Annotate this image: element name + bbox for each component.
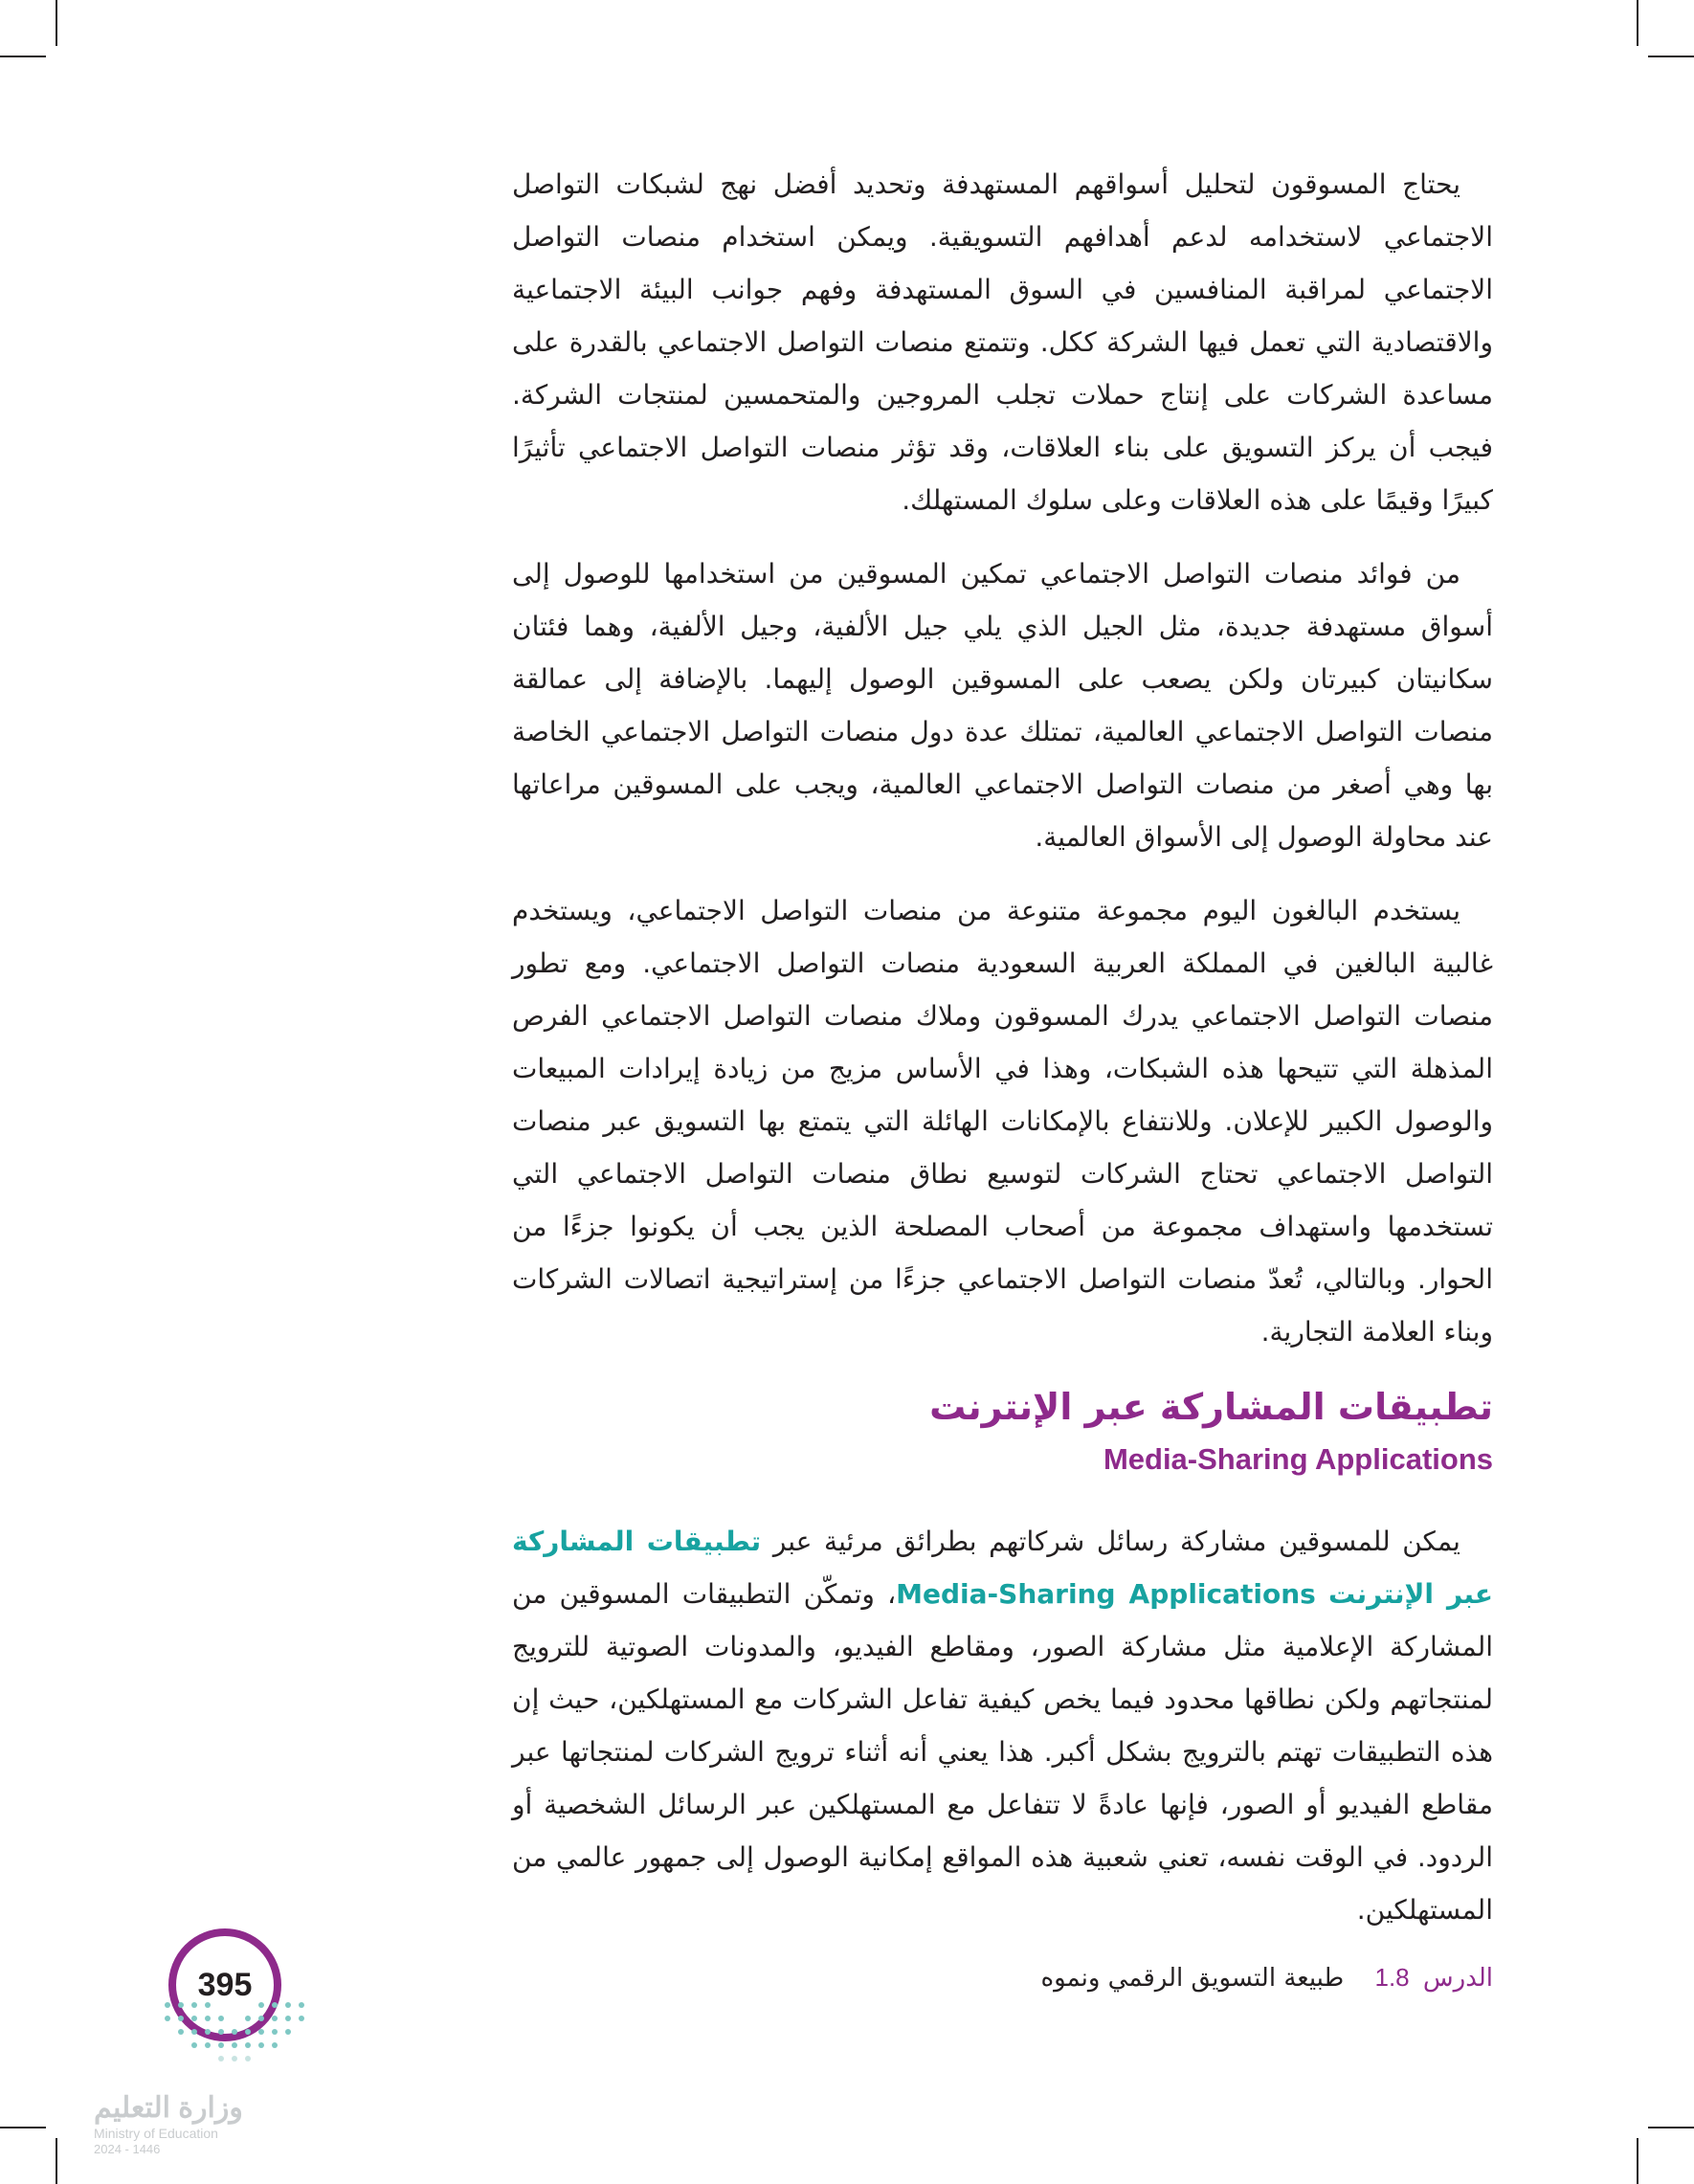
- crop-mark: [1648, 56, 1694, 57]
- paragraph: من فوائد منصات التواصل الاجتماعي تمكين المسوقين من استخدامها للوصول إلى أسواق مستهدفة جديدة، مثل الجيل الذي يلي جيل الألفية، وجيل الألفية، وهما فئتان سكانيتان كبيرتان ولكن يصعب على المسوقين الوصول إليهما. بالإضافة إلى عمالقة منصات التواصل الاجتماعي العالمية، تمتلك عدة دول منصات التواصل الاجتماعي الخاصة بها وهي أصغر من منصات التواصل الاجتماعي العالمية، ويجب على المسوقين مراعاتها عند محاولة الوصول إلى الأسواق العالمية.: [512, 558, 1493, 853]
- ministry-logo: [94, 2092, 285, 2157]
- crop-mark: [0, 2127, 46, 2128]
- paragraph-rest: ، وتمكّن التطبيقات المسوقين من المشاركة الإعلامية مثل مشاركة الصور، ومقاطع الفيديو، والمدونات الصوتية للترويج لمنتجاتهم ولكن نطاقها محدود فيما يخص كيفية تفاعل الشركات مع المستهلكين، حيث إن هذه التطبيقات تهتم بالترويج بشكل أكبر. هذا يعني أنه أثناء ترويج الشركات لمنتجاتها عبر مقاطع الفيديو أو الصور، فإنها عادةً لا تتفاعل مع المستهلكين عبر الرسائل الشخصية أو الردود. في الوقت نفسه، تعني شعبية هذه المواقع إمكانية الوصول إلى جمهور عالمي من المستهلكين.: [512, 1578, 1493, 1926]
- crop-mark: [56, 2138, 57, 2184]
- crop-mark: [1648, 2127, 1694, 2128]
- crop-mark: [0, 56, 46, 57]
- section-title: تطبيقات المشاركة عبر الإنترنت: [929, 1386, 1493, 1428]
- crop-mark: [1637, 0, 1638, 46]
- paragraph-intro: يمكن للمسوقين مشاركة رسائل شركاتهم بطرائق مرئية عبر: [761, 1526, 1460, 1557]
- page-footer: [517, 1958, 1493, 1997]
- section-paragraph: [512, 1515, 1493, 1936]
- ministry-name-arabic: وزارة التعليم: [94, 2092, 243, 2124]
- lesson-number: 1.8: [1374, 1963, 1410, 1992]
- lesson-title: طبيعة التسويق الرقمي ونموه: [1040, 1964, 1345, 1993]
- edition-year: 2024 - 1446: [94, 2142, 161, 2156]
- page-content: [512, 158, 1493, 1957]
- key-term: تطبيقات المشاركة عبر الإنترنت: [512, 1526, 1493, 1610]
- ministry-logo-dots-icon: [158, 1995, 311, 2086]
- crop-mark: [1637, 2138, 1638, 2184]
- key-term-english: Media-Sharing Applications: [896, 1578, 1316, 1610]
- ministry-name-english: Ministry of Education: [94, 2126, 218, 2141]
- paragraph: يستخدم البالغون اليوم مجموعة متنوعة من منصات التواصل الاجتماعي، ويستخدم غالبية البالغين في المملكة العربية السعودية منصات التواصل الاجتماعي. ومع تطور منصات التواصل الاجتماعي يدرك المسوقون وملاك منصات التواصل الاجتماعي الفرص المذهلة التي تتيحها هذه الشبكات، وهذا في الأساس مزيج من زيادة إيرادات المبيعات والوصول الكبير للإعلان. وللانتفاع بالإمكانات الهائلة التي يتمتع بها التسويق عبر منصات التواصل الاجتماعي تحتاج الشركات لتوسيع نطاق منصات التواصل الاجتماعي التي تستخدمها واستهداف مجموعة من أصحاب المصلحة الذين يجب أن يكونوا جزءًا من الحوار. وبالتالي، تُعدّ منصات التواصل الاجتماعي جزءًا من إستراتيجية اتصالات الشركات وبناء العلامة التجارية.: [512, 895, 1493, 1348]
- page-number: 395: [197, 1966, 253, 2003]
- crop-mark: [56, 0, 57, 46]
- lesson-label: الدرس: [1422, 1964, 1493, 1993]
- section-subtitle: Media-Sharing Applications: [1103, 1442, 1493, 1476]
- paragraph: يحتاج المسوقون لتحليل أسواقهم المستهدفة وتحديد أفضل نهج لشبكات التواصل الاجتماعي لاستخدامه لدعم أهدافهم التسويقية. ويمكن استخدام منصات التواصل الاجتماعي لمراقبة المنافسين في السوق المستهدفة وفهم جوانب البيئة الاجتماعية والاقتصادية التي تعمل فيها الشركة ككل. وتتمتع منصات التواصل الاجتماعي بالقدرة على مساعدة الشركات على إنتاج حملات تجلب المروجين والمتحمسين لمنتجات الشركة. فيجب أن يركز التسويق على بناء العلاقات، وقد تؤثر منصات التواصل الاجتماعي تأثيرًا كبيرًا وقيمًا على هذه العلاقات وعلى سلوك المستهلك.: [512, 168, 1493, 516]
